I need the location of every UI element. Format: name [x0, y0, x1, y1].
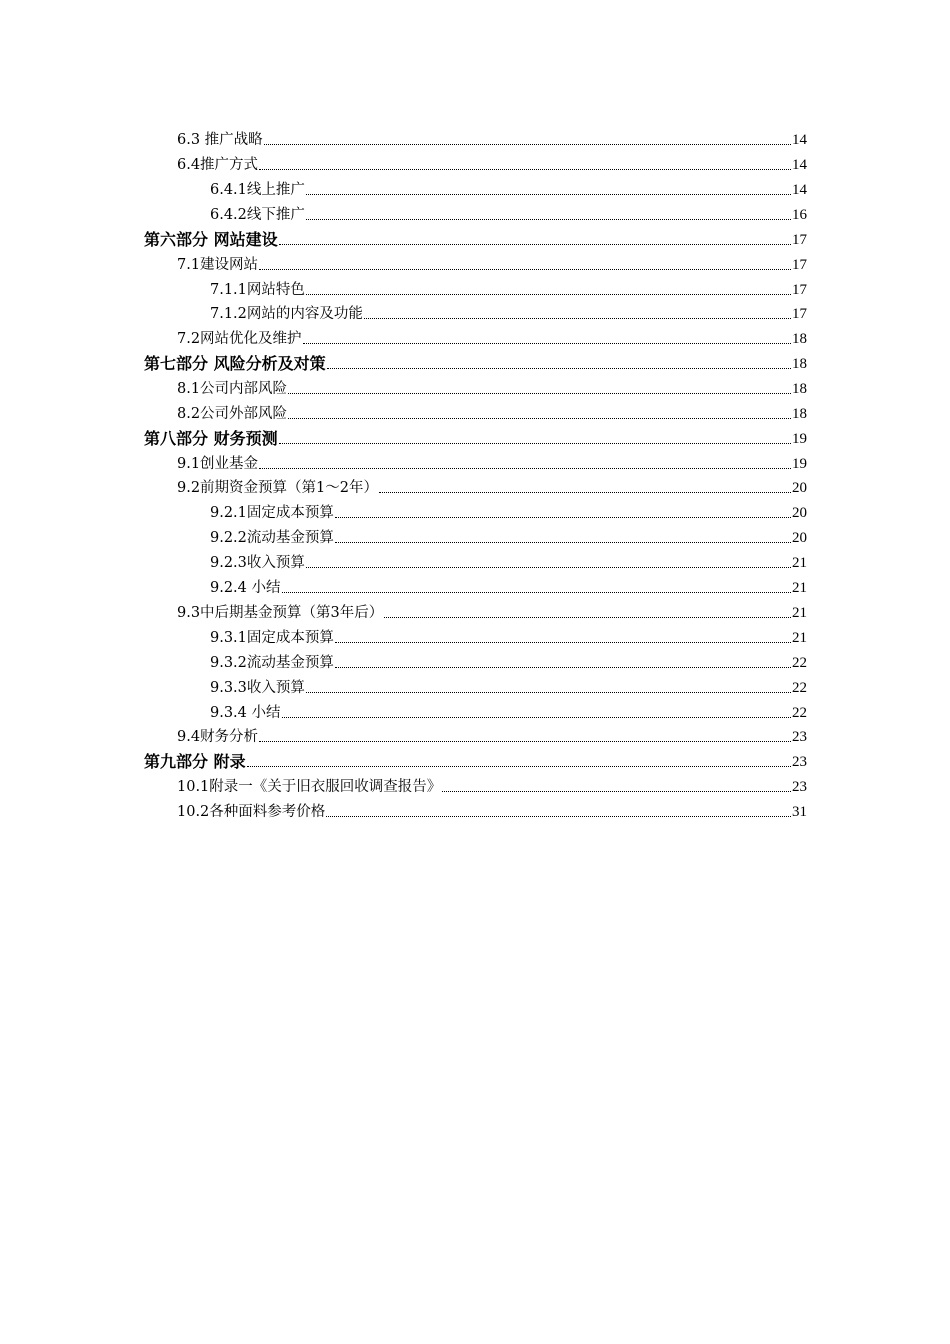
toc-entry-9-4[interactable]	[177, 724, 807, 746]
toc-entry-7-2[interactable]	[177, 326, 807, 348]
toc-entry-title: 9.3.3收入预算	[210, 680, 305, 696]
toc-entry-title: 6.4.2线下推广	[210, 207, 305, 223]
toc-dot-leader	[335, 667, 791, 668]
toc-page-number: 22	[792, 655, 807, 671]
toc-page-number: 17	[792, 306, 807, 322]
toc-entry-9-3-4[interactable]	[210, 700, 807, 722]
toc-entry-9-2-2[interactable]	[210, 525, 807, 547]
toc-page-number: 19	[792, 431, 807, 447]
toc-entry-9-2-3[interactable]	[210, 550, 807, 572]
toc-page-number: 17	[792, 257, 807, 273]
toc-entry-9-1[interactable]	[177, 451, 807, 473]
toc-page-number: 20	[792, 480, 807, 496]
toc-entry-title: 9.2.4 小结	[210, 580, 281, 596]
toc-dot-leader	[306, 692, 791, 693]
toc-entry-8-2[interactable]	[177, 401, 807, 423]
toc-page-number: 21	[792, 630, 807, 646]
toc-entry-title: 6.3 推广战略	[177, 132, 263, 148]
toc-page-number: 22	[792, 705, 807, 721]
toc-page-number: 22	[792, 680, 807, 696]
toc-entry-title: 第六部分 网站建设	[144, 230, 278, 249]
toc-entry-8-1[interactable]	[177, 376, 807, 398]
toc-entry-6-4-2[interactable]	[210, 202, 807, 224]
toc-dot-leader	[259, 741, 791, 742]
toc-page-number: 18	[792, 381, 807, 397]
toc-page-number: 23	[792, 729, 807, 745]
toc-dot-leader	[335, 642, 791, 643]
toc-page-number: 14	[792, 157, 807, 173]
toc-dot-leader	[279, 443, 791, 444]
toc-entry-10-1[interactable]	[177, 774, 807, 796]
toc-entry-title: 9.3.4 小结	[210, 705, 281, 721]
toc-dot-leader	[259, 169, 791, 170]
toc-page-number: 17	[792, 232, 807, 248]
toc-page-number: 23	[792, 754, 807, 770]
toc-page-number: 14	[792, 132, 807, 148]
toc-page-number: 18	[792, 331, 807, 347]
toc-entry-part-9[interactable]	[144, 749, 807, 771]
toc-entry-6-4-1[interactable]	[210, 177, 807, 199]
toc-entry-title: 9.2.3收入预算	[210, 555, 305, 571]
toc-entry-title: 7.1.2网站的内容及功能	[210, 306, 363, 322]
toc-dot-leader	[306, 294, 791, 295]
toc-page-number: 21	[792, 580, 807, 596]
toc-dot-leader	[288, 418, 791, 419]
toc-entry-title: 6.4推广方式	[177, 157, 259, 173]
toc-dot-leader	[327, 368, 791, 369]
toc-entry-title: 第八部分 财务预测	[144, 429, 278, 448]
toc-dot-leader	[259, 269, 791, 270]
toc-entry-9-3[interactable]	[177, 600, 807, 622]
toc-dot-leader	[306, 219, 791, 220]
toc-dot-leader	[364, 318, 791, 319]
toc-entry-9-3-2[interactable]	[210, 650, 807, 672]
toc-entry-7-1-1[interactable]	[210, 277, 807, 299]
toc-entry-9-2-4[interactable]	[210, 575, 807, 597]
toc-entry-9-3-3[interactable]	[210, 675, 807, 697]
toc-entry-part-6[interactable]	[144, 227, 807, 249]
toc-dot-leader	[279, 244, 791, 245]
toc-dot-leader	[303, 343, 791, 344]
toc-entry-title: 9.1创业基金	[177, 456, 259, 472]
toc-dot-leader	[379, 492, 791, 493]
toc-page-number: 21	[792, 605, 807, 621]
toc-entry-10-2[interactable]	[177, 799, 807, 821]
toc-entry-title: 第九部分 附录	[144, 752, 246, 771]
toc-entry-title: 7.2网站优化及维护	[177, 331, 302, 347]
toc-dot-leader	[326, 816, 791, 817]
toc-entry-title: 9.2.2流动基金预算	[210, 530, 334, 546]
toc-entry-part-7[interactable]	[144, 351, 807, 373]
toc-page-number: 18	[792, 356, 807, 372]
toc-entry-title: 9.3中后期基金预算（第3年后）	[177, 605, 384, 621]
toc-page-number: 23	[792, 779, 807, 795]
toc-dot-leader	[288, 393, 791, 394]
toc-entry-title: 8.1公司内部风险	[177, 381, 288, 397]
toc-page-number: 20	[792, 530, 807, 546]
toc-entry-title: 9.2.1固定成本预算	[210, 505, 334, 521]
toc-entry-title: 8.2公司外部风险	[177, 406, 288, 422]
toc-entry-9-2-1[interactable]	[210, 500, 807, 522]
toc-dot-leader	[282, 592, 791, 593]
toc-page-number: 18	[792, 406, 807, 422]
toc-entry-title: 9.2前期资金预算（第1～2年）	[177, 480, 379, 496]
toc-page-number: 14	[792, 182, 807, 198]
toc-entry-part-8[interactable]	[144, 426, 807, 448]
toc-dot-leader	[442, 791, 791, 792]
toc-page-number: 16	[792, 207, 807, 223]
toc-page-number: 19	[792, 456, 807, 472]
toc-entry-title: 10.1附录一《关于旧衣服回收调查报告》	[177, 779, 442, 795]
toc-entry-title: 9.4财务分析	[177, 729, 259, 745]
toc-dot-leader	[384, 617, 791, 618]
toc-dot-leader	[264, 144, 791, 145]
toc-dot-leader	[306, 194, 791, 195]
toc-entry-9-2[interactable]	[177, 475, 807, 497]
toc-dot-leader	[247, 766, 791, 767]
toc-entry-9-3-1[interactable]	[210, 625, 807, 647]
toc-entry-title: 第七部分 风险分析及对策	[144, 354, 326, 373]
toc-entry-6-3[interactable]	[177, 127, 807, 149]
toc-dot-leader	[335, 542, 791, 543]
toc-dot-leader	[259, 468, 791, 469]
toc-entry-title: 7.1建设网站	[177, 257, 259, 273]
toc-page-number: 21	[792, 555, 807, 571]
toc-entry-title: 6.4.1线上推广	[210, 182, 305, 198]
toc-page-number: 20	[792, 505, 807, 521]
toc-page-number: 17	[792, 282, 807, 298]
toc-entry-7-1[interactable]	[177, 252, 807, 274]
toc-dot-leader	[335, 517, 791, 518]
toc-entry-title: 7.1.1网站特色	[210, 282, 305, 298]
toc-entry-6-4[interactable]	[177, 152, 807, 174]
toc-entry-7-1-2[interactable]	[210, 301, 807, 323]
toc-page-number: 31	[792, 804, 807, 820]
toc-dot-leader	[306, 567, 791, 568]
toc-dot-leader	[282, 717, 791, 718]
toc-entry-title: 9.3.2流动基金预算	[210, 655, 334, 671]
toc-entry-title: 10.2各种面料参考价格	[177, 804, 326, 820]
toc-entry-title: 9.3.1固定成本预算	[210, 630, 334, 646]
